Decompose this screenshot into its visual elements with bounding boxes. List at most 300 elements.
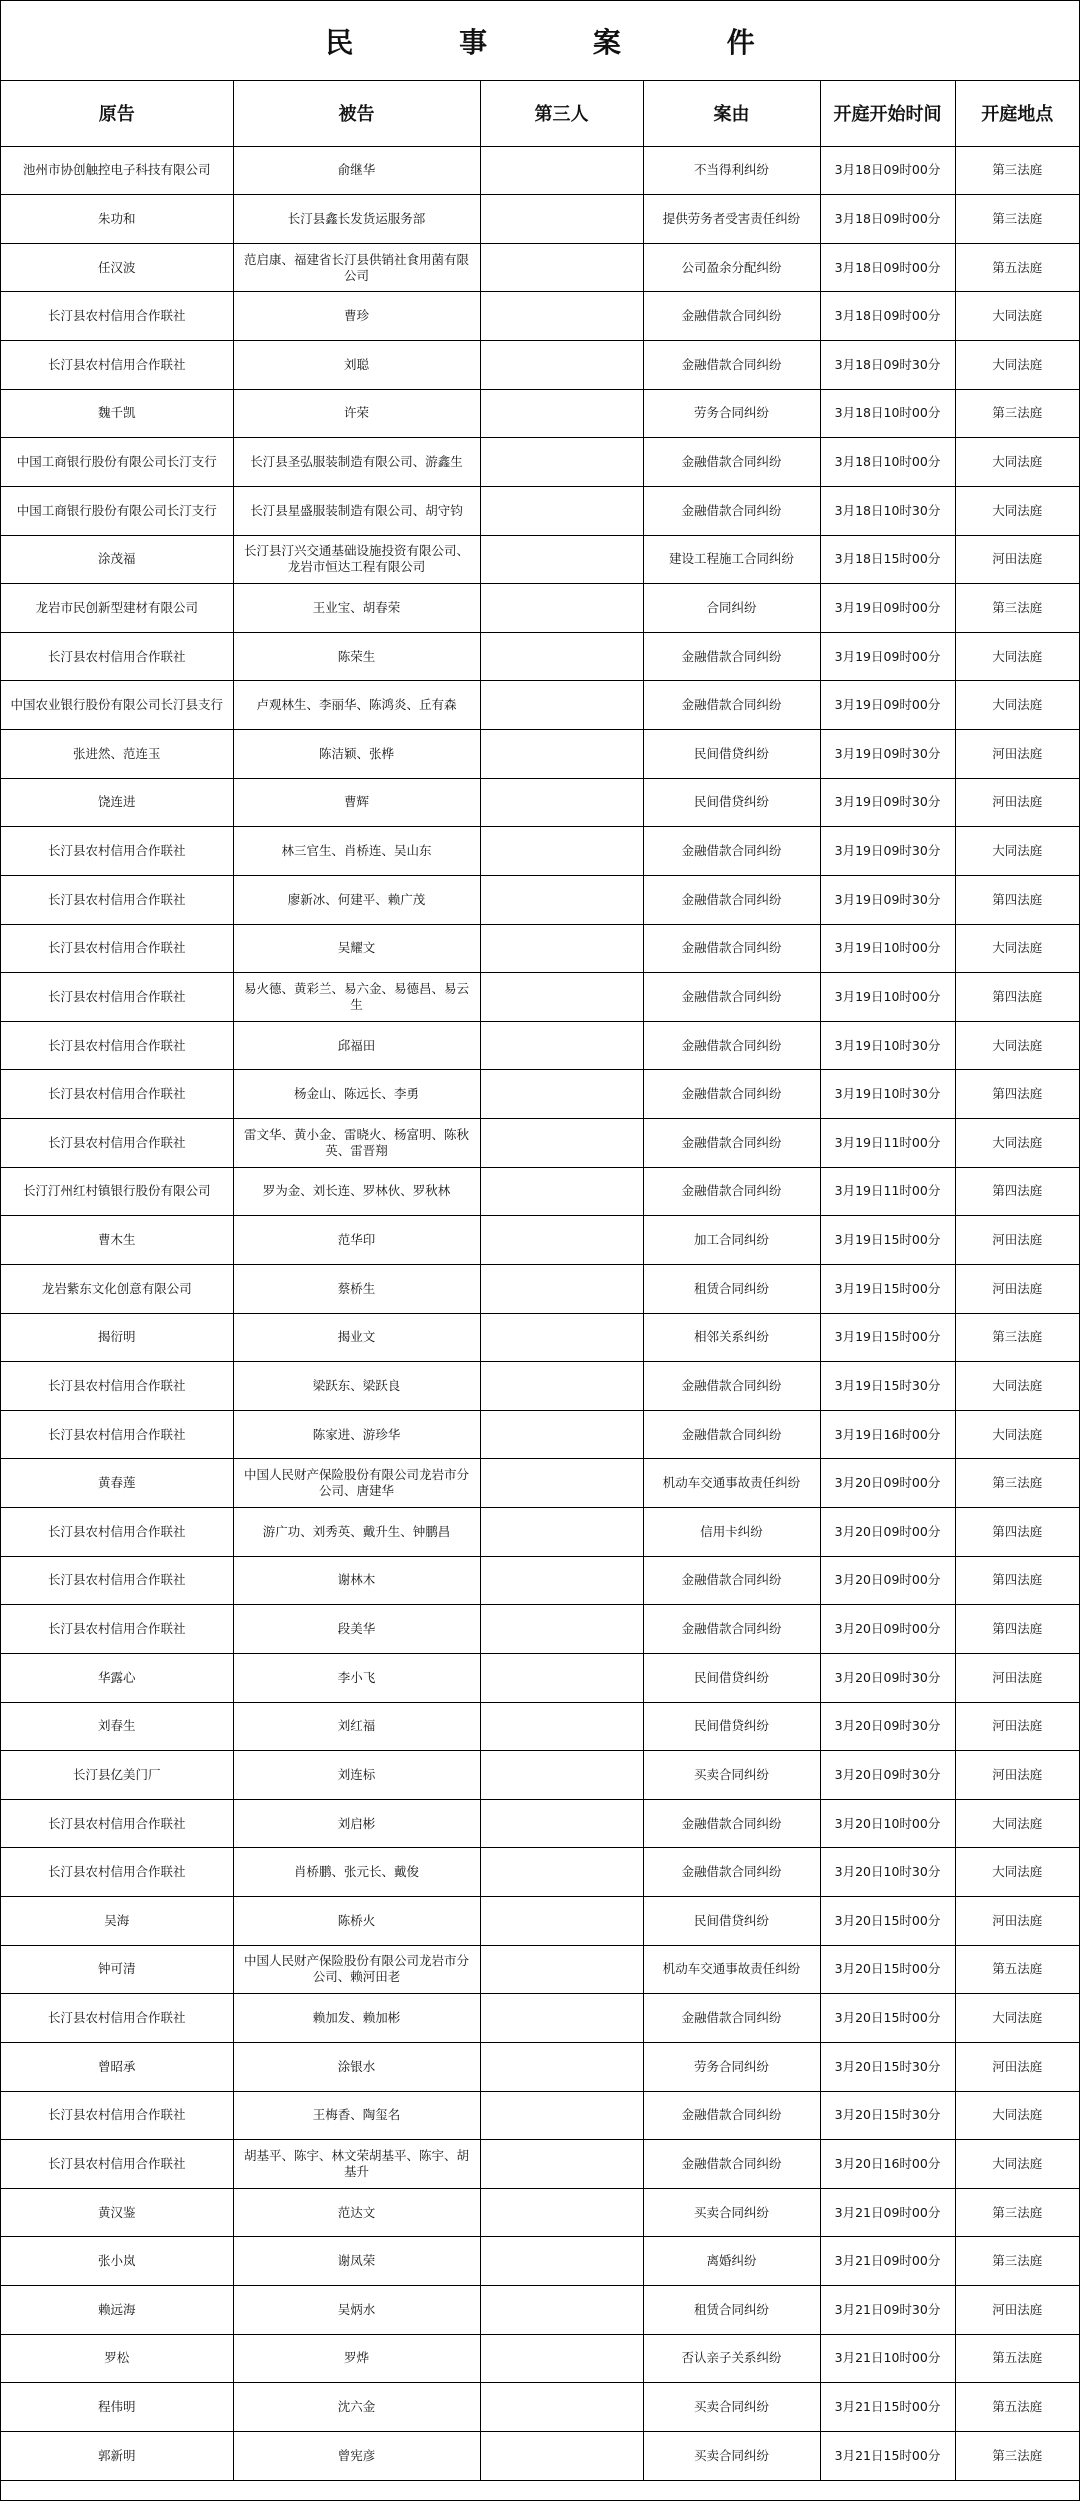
third-party-cell (480, 730, 643, 779)
hearing-time-cell: 3月18日10时00分 (820, 389, 955, 438)
table-row (1, 1313, 1079, 1362)
defendant-cell: 陈荣生 (233, 632, 480, 681)
hearing-time-cell: 3月19日10时00分 (820, 973, 955, 1022)
hearing-time-cell: 3月20日09时30分 (820, 1653, 955, 1702)
third-party-cell (480, 1848, 643, 1897)
hearing-time-cell: 3月21日09时30分 (820, 2286, 955, 2335)
plaintiff-cell: 长汀县农村信用合作联社 (1, 1994, 233, 2043)
third-party-cell (480, 2334, 643, 2383)
table-row (1, 584, 1079, 633)
defendant-cell: 邱福田 (233, 1021, 480, 1070)
defendant-cell: 范启康、福建省长汀县供销社食用菌有限公司 (233, 243, 480, 292)
courtroom-cell: 第四法庭 (955, 973, 1079, 1022)
hearing-time-cell: 3月18日09时30分 (820, 341, 955, 390)
plaintiff-cell: 曾昭承 (1, 2042, 233, 2091)
table-row (1, 2237, 1079, 2286)
third-party-cell (480, 1119, 643, 1168)
courtroom-cell: 大同法庭 (955, 1848, 1079, 1897)
cause-cell: 民间借贷纠纷 (643, 1653, 820, 1702)
courtroom-cell: 河田法庭 (955, 1897, 1079, 1946)
table-row (1, 2042, 1079, 2091)
table-row (1, 438, 1079, 487)
table-row (1, 2334, 1079, 2383)
plaintiff-cell: 池州市协创触控电子科技有限公司 (1, 146, 233, 195)
cause-cell: 加工合同纠纷 (643, 1216, 820, 1265)
hearing-time-cell: 3月20日09时00分 (820, 1459, 955, 1508)
table-row (1, 1459, 1079, 1508)
defendant-cell: 陈桥火 (233, 1897, 480, 1946)
courtroom-cell: 第五法庭 (955, 2334, 1079, 2383)
cause-cell: 金融借款合同纠纷 (643, 1362, 820, 1411)
cause-cell: 信用卡纠纷 (643, 1508, 820, 1557)
hearing-time-cell: 3月20日16时00分 (820, 2140, 955, 2189)
hearing-time-cell: 3月20日10时30分 (820, 1848, 955, 1897)
hearing-time-cell: 3月20日15时00分 (820, 1897, 955, 1946)
cause-cell: 金融借款合同纠纷 (643, 1605, 820, 1654)
defendant-cell: 长汀县星盛服装制造有限公司、胡守钧 (233, 486, 480, 535)
table-row (1, 535, 1079, 584)
courtroom-cell: 第四法庭 (955, 1605, 1079, 1654)
courtroom-cell: 大同法庭 (955, 2140, 1079, 2189)
plaintiff-cell: 涂茂福 (1, 535, 233, 584)
plaintiff-cell: 长汀县农村信用合作联社 (1, 1070, 233, 1119)
third-party-cell (480, 535, 643, 584)
table-row (1, 1362, 1079, 1411)
defendant-cell: 曹辉 (233, 778, 480, 827)
hearing-time-cell: 3月19日11时00分 (820, 1167, 955, 1216)
third-party-cell (480, 1994, 643, 2043)
table-row (1, 1410, 1079, 1459)
third-party-cell (480, 1702, 643, 1751)
cause-cell: 机动车交通事故责任纠纷 (643, 1945, 820, 1994)
third-party-cell (480, 1799, 643, 1848)
defendant-cell: 长汀县汀兴交通基础设施投资有限公司、龙岩市恒达工程有限公司 (233, 535, 480, 584)
header-row (1, 81, 1079, 146)
table-row (1, 1994, 1079, 2043)
table-row (1, 632, 1079, 681)
defendant-cell: 涂银水 (233, 2042, 480, 2091)
hearing-time-cell: 3月20日15时30分 (820, 2042, 955, 2091)
cause-cell: 相邻关系纠纷 (643, 1313, 820, 1362)
courtroom-cell: 第四法庭 (955, 875, 1079, 924)
hearing-time-cell: 3月19日09时30分 (820, 730, 955, 779)
defendant-cell: 长汀县圣弘服装制造有限公司、游鑫生 (233, 438, 480, 487)
table-row (1, 1216, 1079, 1265)
table-row (1, 1021, 1079, 1070)
third-party-cell (480, 243, 643, 292)
cause-cell: 金融借款合同纠纷 (643, 341, 820, 390)
cause-cell: 金融借款合同纠纷 (643, 486, 820, 535)
hearing-time-cell: 3月20日09时00分 (820, 1508, 955, 1557)
plaintiff-cell: 龙岩市民创新型建材有限公司 (1, 584, 233, 633)
courtroom-cell: 第三法庭 (955, 2188, 1079, 2237)
hearing-time-cell: 3月20日10时00分 (820, 1799, 955, 1848)
defendant-cell: 陈家进、游珍华 (233, 1410, 480, 1459)
case-table (1, 81, 1079, 2481)
defendant-cell: 梁跃东、梁跃良 (233, 1362, 480, 1411)
courtroom-cell: 第三法庭 (955, 584, 1079, 633)
hearing-time-cell: 3月19日09时00分 (820, 584, 955, 633)
plaintiff-cell: 华露心 (1, 1653, 233, 1702)
defendant-cell: 刘连标 (233, 1751, 480, 1800)
table-row (1, 778, 1079, 827)
third-party-cell (480, 1021, 643, 1070)
hearing-time-cell: 3月19日10时30分 (820, 1070, 955, 1119)
hearing-time-cell: 3月19日15时00分 (820, 1216, 955, 1265)
plaintiff-cell: 长汀县农村信用合作联社 (1, 827, 233, 876)
cause-cell: 金融借款合同纠纷 (643, 1848, 820, 1897)
courtroom-cell: 第五法庭 (955, 243, 1079, 292)
defendant-cell: 中国人民财产保险股份有限公司龙岩市分公司、唐建华 (233, 1459, 480, 1508)
table-row (1, 2383, 1079, 2432)
table-row (1, 1945, 1079, 1994)
cause-cell: 买卖合同纠纷 (643, 2431, 820, 2480)
courtroom-cell: 河田法庭 (955, 2042, 1079, 2091)
plaintiff-cell: 长汀县农村信用合作联社 (1, 924, 233, 973)
defendant-cell: 揭业文 (233, 1313, 480, 1362)
third-party-cell (480, 2237, 643, 2286)
cause-cell: 不当得利纠纷 (643, 146, 820, 195)
courtroom-cell: 第四法庭 (955, 1070, 1079, 1119)
table-row (1, 875, 1079, 924)
third-party-cell (480, 2431, 643, 2480)
cause-cell: 买卖合同纠纷 (643, 2188, 820, 2237)
hearing-time-cell: 3月19日09时00分 (820, 681, 955, 730)
defendant-cell: 许荣 (233, 389, 480, 438)
courtroom-cell: 大同法庭 (955, 1994, 1079, 2043)
table-row (1, 2431, 1079, 2480)
table-row (1, 243, 1079, 292)
hearing-time-cell: 3月18日10时30分 (820, 486, 955, 535)
defendant-cell: 段美华 (233, 1605, 480, 1654)
third-party-cell (480, 924, 643, 973)
cause-cell: 合同纠纷 (643, 584, 820, 633)
plaintiff-cell: 长汀县农村信用合作联社 (1, 1556, 233, 1605)
hearing-time-cell: 3月21日15时00分 (820, 2383, 955, 2432)
courtroom-cell: 第三法庭 (955, 1459, 1079, 1508)
table-row (1, 195, 1079, 244)
plaintiff-cell: 长汀县亿美门厂 (1, 1751, 233, 1800)
hearing-time-cell: 3月18日09时00分 (820, 146, 955, 195)
table-row (1, 730, 1079, 779)
table-row (1, 1508, 1079, 1557)
cause-cell: 租赁合同纠纷 (643, 1264, 820, 1313)
table-row (1, 1751, 1079, 1800)
courtroom-cell: 河田法庭 (955, 1264, 1079, 1313)
table-row (1, 1702, 1079, 1751)
courtroom-cell: 第五法庭 (955, 1945, 1079, 1994)
third-party-cell (480, 1945, 643, 1994)
plaintiff-cell: 龙岩紫东文化创意有限公司 (1, 1264, 233, 1313)
hearing-time-cell: 3月19日16时00分 (820, 1410, 955, 1459)
third-party-cell (480, 486, 643, 535)
cause-cell: 金融借款合同纠纷 (643, 1994, 820, 2043)
courtroom-cell: 大同法庭 (955, 2091, 1079, 2140)
table-row (1, 924, 1079, 973)
cause-cell: 买卖合同纠纷 (643, 1751, 820, 1800)
defendant-cell: 蔡桥生 (233, 1264, 480, 1313)
cause-cell: 金融借款合同纠纷 (643, 2140, 820, 2189)
plaintiff-cell: 魏千凯 (1, 389, 233, 438)
courtroom-cell: 大同法庭 (955, 1799, 1079, 1848)
third-party-cell (480, 1313, 643, 1362)
defendant-cell: 雷文华、黄小金、雷晓火、杨富明、陈秋英、雷晋翔 (233, 1119, 480, 1168)
plaintiff-cell: 长汀县农村信用合作联社 (1, 1508, 233, 1557)
hearing-time-cell: 3月18日10时00分 (820, 438, 955, 487)
cause-cell: 金融借款合同纠纷 (643, 973, 820, 1022)
third-party-cell (480, 195, 643, 244)
third-party-cell (480, 632, 643, 681)
defendant-cell: 王梅香、陶玺名 (233, 2091, 480, 2140)
hearing-time-cell: 3月21日09时00分 (820, 2237, 955, 2286)
courtroom-cell: 第三法庭 (955, 146, 1079, 195)
plaintiff-cell: 长汀县农村信用合作联社 (1, 2091, 233, 2140)
third-party-cell (480, 1653, 643, 1702)
courtroom-cell: 第四法庭 (955, 1508, 1079, 1557)
table-row (1, 1264, 1079, 1313)
table-row (1, 146, 1079, 195)
third-party-cell (480, 292, 643, 341)
courtroom-cell: 第三法庭 (955, 2237, 1079, 2286)
cause-cell: 劳务合同纠纷 (643, 389, 820, 438)
courtroom-cell: 河田法庭 (955, 730, 1079, 779)
defendant-cell: 胡基平、陈宇、林文荣胡基平、陈宇、胡基升 (233, 2140, 480, 2189)
plaintiff-cell: 长汀县农村信用合作联社 (1, 1799, 233, 1848)
cause-cell: 金融借款合同纠纷 (643, 1070, 820, 1119)
cause-cell: 民间借贷纠纷 (643, 1897, 820, 1946)
courtroom-cell: 大同法庭 (955, 1362, 1079, 1411)
hearing-time-cell: 3月20日15时00分 (820, 1994, 955, 2043)
table-row (1, 1119, 1079, 1168)
courtroom-cell: 大同法庭 (955, 827, 1079, 876)
defendant-cell: 易火德、黄彩兰、易六金、易德昌、易云生 (233, 973, 480, 1022)
cause-cell: 金融借款合同纠纷 (643, 1410, 820, 1459)
courtroom-cell: 河田法庭 (955, 1702, 1079, 1751)
hearing-time-cell: 3月20日15时00分 (820, 1945, 955, 1994)
courtroom-cell: 大同法庭 (955, 632, 1079, 681)
plaintiff-cell: 任汉波 (1, 243, 233, 292)
table-row (1, 1848, 1079, 1897)
cause-cell: 金融借款合同纠纷 (643, 438, 820, 487)
courtroom-cell: 河田法庭 (955, 535, 1079, 584)
hearing-time-cell: 3月20日09时00分 (820, 1605, 955, 1654)
cause-cell: 离婚纠纷 (643, 2237, 820, 2286)
defendant-cell: 刘启彬 (233, 1799, 480, 1848)
plaintiff-cell: 郭新明 (1, 2431, 233, 2480)
courtroom-cell: 第三法庭 (955, 1313, 1079, 1362)
courtroom-cell: 大同法庭 (955, 486, 1079, 535)
table-row (1, 2286, 1079, 2335)
table-row (1, 341, 1079, 390)
table-row (1, 2140, 1079, 2189)
courtroom-cell: 大同法庭 (955, 1119, 1079, 1168)
third-party-cell (480, 827, 643, 876)
third-party-cell (480, 1897, 643, 1946)
plaintiff-cell: 程伟明 (1, 2383, 233, 2432)
plaintiff-cell: 长汀县农村信用合作联社 (1, 341, 233, 390)
third-party-cell (480, 2383, 643, 2432)
hearing-time-cell: 3月20日09时00分 (820, 1556, 955, 1605)
defendant-cell: 吴耀文 (233, 924, 480, 973)
courtroom-cell: 第三法庭 (955, 389, 1079, 438)
defendant-cell: 沈六金 (233, 2383, 480, 2432)
third-party-cell (480, 2042, 643, 2091)
defendant-cell: 范华印 (233, 1216, 480, 1265)
third-party-cell (480, 584, 643, 633)
plaintiff-cell: 长汀汀州红村镇银行股份有限公司 (1, 1167, 233, 1216)
cause-cell: 提供劳务者受害责任纠纷 (643, 195, 820, 244)
cause-cell: 金融借款合同纠纷 (643, 681, 820, 730)
cause-cell: 金融借款合同纠纷 (643, 1119, 820, 1168)
cause-cell: 买卖合同纠纷 (643, 2383, 820, 2432)
column-header-cause: 案由 (643, 81, 820, 146)
column-header-hearing-time: 开庭开始时间 (820, 81, 955, 146)
third-party-cell (480, 1556, 643, 1605)
table-row (1, 1653, 1079, 1702)
column-header-third-party: 第三人 (480, 81, 643, 146)
table-row (1, 1556, 1079, 1605)
plaintiff-cell: 长汀县农村信用合作联社 (1, 1021, 233, 1070)
plaintiff-cell: 中国工商银行股份有限公司长汀支行 (1, 438, 233, 487)
third-party-cell (480, 973, 643, 1022)
hearing-time-cell: 3月19日09时30分 (820, 875, 955, 924)
defendant-cell: 陈洁颖、张桦 (233, 730, 480, 779)
plaintiff-cell: 长汀县农村信用合作联社 (1, 1119, 233, 1168)
plaintiff-cell: 钟可清 (1, 1945, 233, 1994)
courtroom-cell: 大同法庭 (955, 1410, 1079, 1459)
hearing-time-cell: 3月18日09时00分 (820, 243, 955, 292)
third-party-cell (480, 1751, 643, 1800)
courtroom-cell: 大同法庭 (955, 1021, 1079, 1070)
cause-cell: 民间借贷纠纷 (643, 778, 820, 827)
third-party-cell (480, 389, 643, 438)
plaintiff-cell: 中国工商银行股份有限公司长汀支行 (1, 486, 233, 535)
third-party-cell (480, 2188, 643, 2237)
third-party-cell (480, 875, 643, 924)
table-row (1, 1897, 1079, 1946)
table-row (1, 1070, 1079, 1119)
hearing-time-cell: 3月19日15时00分 (820, 1264, 955, 1313)
hearing-time-cell: 3月19日10时30分 (820, 1021, 955, 1070)
plaintiff-cell: 张小岚 (1, 2237, 233, 2286)
defendant-cell: 林三官生、肖桥连、吴山东 (233, 827, 480, 876)
table-row (1, 486, 1079, 535)
defendant-cell: 卢观林生、李丽华、陈鸿炎、丘有森 (233, 681, 480, 730)
plaintiff-cell: 长汀县农村信用合作联社 (1, 2140, 233, 2189)
page-title: 民 事 案 件 (1, 1, 1079, 81)
table-row (1, 2188, 1079, 2237)
column-header-courtroom: 开庭地点 (955, 81, 1079, 146)
plaintiff-cell: 刘春生 (1, 1702, 233, 1751)
hearing-time-cell: 3月19日15时30分 (820, 1362, 955, 1411)
cause-cell: 金融借款合同纠纷 (643, 924, 820, 973)
cause-cell: 金融借款合同纠纷 (643, 1021, 820, 1070)
cause-cell: 租赁合同纠纷 (643, 2286, 820, 2335)
column-header-defendant: 被告 (233, 81, 480, 146)
plaintiff-cell: 吴海 (1, 1897, 233, 1946)
hearing-time-cell: 3月21日15时00分 (820, 2431, 955, 2480)
plaintiff-cell: 长汀县农村信用合作联社 (1, 292, 233, 341)
defendant-cell: 曾宪彦 (233, 2431, 480, 2480)
defendant-cell: 肖桥鹏、张元长、戴俊 (233, 1848, 480, 1897)
plaintiff-cell: 长汀县农村信用合作联社 (1, 1848, 233, 1897)
cause-cell: 金融借款合同纠纷 (643, 875, 820, 924)
plaintiff-cell: 长汀县农村信用合作联社 (1, 1605, 233, 1654)
third-party-cell (480, 1605, 643, 1654)
hearing-time-cell: 3月19日15时00分 (820, 1313, 955, 1362)
cause-cell: 公司盈余分配纠纷 (643, 243, 820, 292)
plaintiff-cell: 长汀县农村信用合作联社 (1, 875, 233, 924)
hearing-time-cell: 3月21日09时00分 (820, 2188, 955, 2237)
table-row (1, 1167, 1079, 1216)
cause-cell: 金融借款合同纠纷 (643, 1799, 820, 1848)
table-row (1, 681, 1079, 730)
defendant-cell: 谢林木 (233, 1556, 480, 1605)
third-party-cell (480, 2091, 643, 2140)
cause-cell: 否认亲子关系纠纷 (643, 2334, 820, 2383)
courtroom-cell: 大同法庭 (955, 341, 1079, 390)
plaintiff-cell: 长汀县农村信用合作联社 (1, 1362, 233, 1411)
defendant-cell: 曹珍 (233, 292, 480, 341)
third-party-cell (480, 2286, 643, 2335)
defendant-cell: 王业宝、胡春荣 (233, 584, 480, 633)
hearing-time-cell: 3月19日11时00分 (820, 1119, 955, 1168)
cause-cell: 民间借贷纠纷 (643, 1702, 820, 1751)
table-row (1, 1605, 1079, 1654)
cause-cell: 金融借款合同纠纷 (643, 1556, 820, 1605)
courtroom-cell: 第四法庭 (955, 1167, 1079, 1216)
courtroom-cell: 第三法庭 (955, 195, 1079, 244)
hearing-time-cell: 3月19日09时30分 (820, 827, 955, 876)
defendant-cell: 刘红福 (233, 1702, 480, 1751)
hearing-time-cell: 3月20日09时30分 (820, 1702, 955, 1751)
courtroom-cell: 大同法庭 (955, 292, 1079, 341)
cause-cell: 建设工程施工合同纠纷 (643, 535, 820, 584)
third-party-cell (480, 1362, 643, 1411)
table-row (1, 292, 1079, 341)
plaintiff-cell: 赖远海 (1, 2286, 233, 2335)
defendant-cell: 俞继华 (233, 146, 480, 195)
courtroom-cell: 大同法庭 (955, 924, 1079, 973)
plaintiff-cell: 朱功和 (1, 195, 233, 244)
hearing-time-cell: 3月18日15时00分 (820, 535, 955, 584)
plaintiff-cell: 长汀县农村信用合作联社 (1, 632, 233, 681)
courtroom-cell: 河田法庭 (955, 1653, 1079, 1702)
cause-cell: 金融借款合同纠纷 (643, 1167, 820, 1216)
third-party-cell (480, 146, 643, 195)
hearing-time-cell: 3月18日09时00分 (820, 195, 955, 244)
plaintiff-cell: 饶连进 (1, 778, 233, 827)
courtroom-cell: 大同法庭 (955, 681, 1079, 730)
defendant-cell: 吴炳水 (233, 2286, 480, 2335)
defendant-cell: 刘聪 (233, 341, 480, 390)
plaintiff-cell: 黄春莲 (1, 1459, 233, 1508)
courtroom-cell: 河田法庭 (955, 1216, 1079, 1265)
defendant-cell: 杨金山、陈远长、李勇 (233, 1070, 480, 1119)
third-party-cell (480, 1167, 643, 1216)
column-header-plaintiff: 原告 (1, 81, 233, 146)
hearing-time-cell: 3月19日10时00分 (820, 924, 955, 973)
defendant-cell: 廖新冰、何建平、赖广茂 (233, 875, 480, 924)
hearing-time-cell: 3月20日15时30分 (820, 2091, 955, 2140)
courtroom-cell: 河田法庭 (955, 778, 1079, 827)
third-party-cell (480, 681, 643, 730)
third-party-cell (480, 778, 643, 827)
cause-cell: 金融借款合同纠纷 (643, 632, 820, 681)
cause-cell: 民间借贷纠纷 (643, 730, 820, 779)
third-party-cell (480, 1508, 643, 1557)
third-party-cell (480, 341, 643, 390)
